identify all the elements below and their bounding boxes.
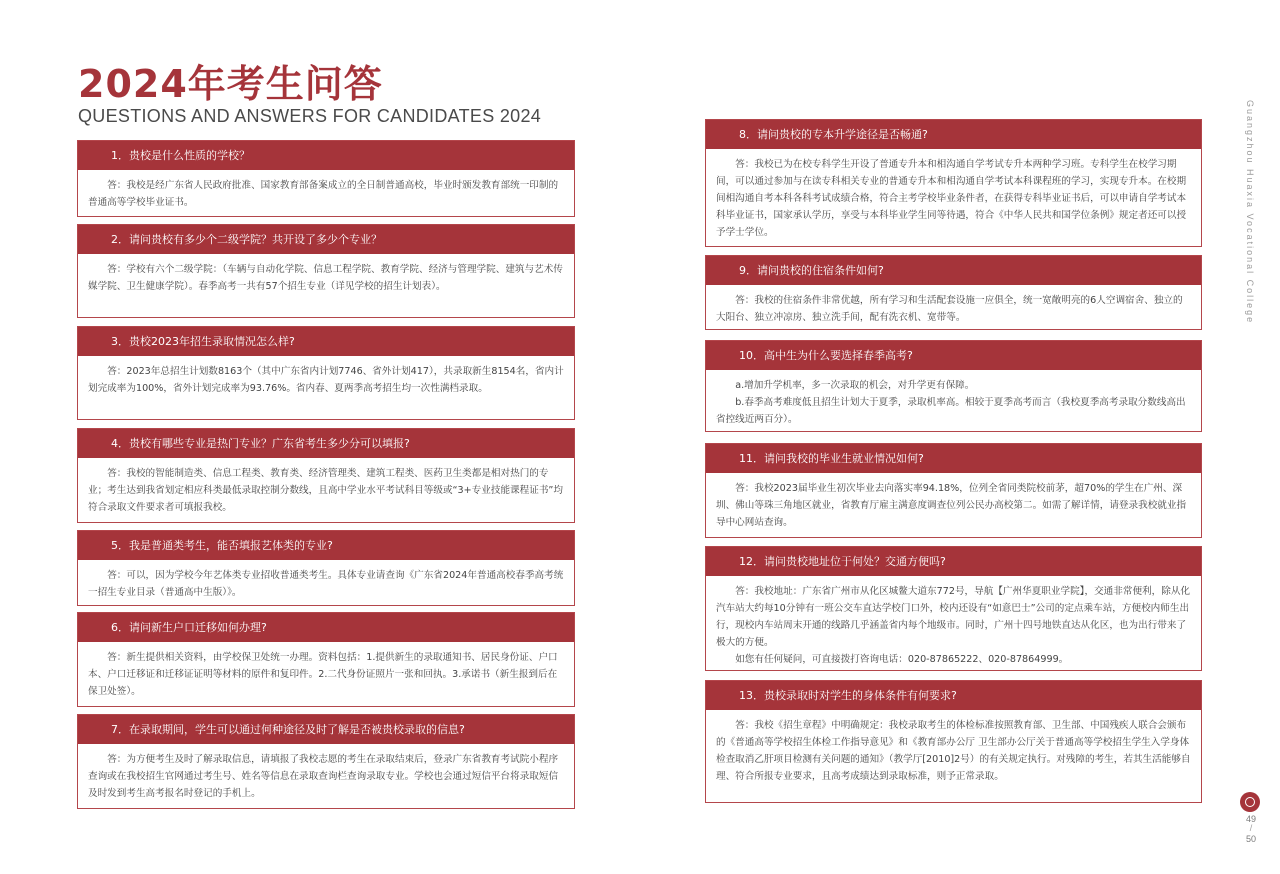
answer-text: 如您有任何疑问，可直接拨打咨询电话：020-87865222、020-87864999。 bbox=[735, 654, 1069, 665]
qa-item-7 bbox=[77, 714, 575, 809]
question: 3．贵校2023年招生录取情况怎么样? bbox=[78, 327, 574, 356]
answer-text: 答：我校是经广东省人民政府批准、国家教育部备案成立的全日制普通高校，毕业时颁发教育部统一印制的普通高等学校毕业证书。 bbox=[88, 180, 559, 208]
question: 2．请问贵校有多少个二级学院？共开设了多少个专业？ bbox=[78, 225, 574, 254]
answer bbox=[706, 370, 1201, 434]
qa-item-11 bbox=[705, 443, 1202, 538]
qa-item-2 bbox=[77, 224, 575, 318]
page-subtitle: QUESTIONS AND ANSWERS FOR CANDIDATES 2024 bbox=[78, 106, 542, 126]
page-number-left: 49 bbox=[1245, 814, 1256, 824]
question: 12．请问贵校地址位于何处？交通方便吗? bbox=[706, 547, 1201, 576]
qa-item-3 bbox=[77, 326, 575, 420]
question: 9．请问贵校的住宿条件如何? bbox=[706, 256, 1201, 285]
qa-item-6 bbox=[77, 612, 575, 707]
answer-text: 答：为方便考生及时了解录取信息，请填报了我校志愿的考生在录取结束后，登录广东省教育考试院小程序查询或在我校招生官网通过考生号、姓名等信息在录取查询栏查询录取专业。学校也会通过短信平台将录取短信及时发到考生高考报名时登记的手机上。 bbox=[88, 754, 559, 799]
qa-item-8 bbox=[705, 119, 1202, 247]
qa-item-1 bbox=[77, 140, 575, 217]
answer bbox=[78, 642, 574, 706]
answer bbox=[78, 560, 574, 607]
question: 4．贵校有哪些专业是热门专业？广东省考生多少分可以填报? bbox=[78, 429, 574, 458]
answer bbox=[78, 254, 574, 301]
page-number-separator: / bbox=[1249, 823, 1253, 833]
answer-text: 答：我校2023届毕业生初次毕业去向落实率94.18%，位列全省同类院校前茅，超70%的学生在广州、深圳、佛山等珠三角地区就业，省教育厅雇主满意度调查位列公民办高校第二。如需了解详情，请登录我校就业指导中心网站查询。 bbox=[716, 483, 1187, 528]
question: 5．我是普通类考生，能否填报艺体类的专业? bbox=[78, 531, 574, 560]
answer-text: 答：我校的智能制造类、信息工程类、教育类、经济管理类、建筑工程类、医药卫生类都是相对热门的专业；考生达到我省划定相应科类最低录取控制分数线，且高中学业水平考试科目等级或“3+专业技能课程证书”均符合录取文件要求者可填报我校。 bbox=[88, 468, 563, 513]
answer-text: 答：可以，因为学校今年艺体类专业招收普通类考生。具体专业请查询《广东省2024年普通高校春季高考统一招生专业目录（普通高中生版）》。 bbox=[88, 570, 564, 598]
answer bbox=[78, 458, 574, 522]
question: 13．贵校录取时对学生的身体条件有何要求? bbox=[706, 681, 1201, 710]
answer-text: 答：2023年总招生计划数8163个（其中广东省内计划7746、省外计划417），共录取新生8154名，省内计划完成率为100%，省外计划完成率为93.76%。省内春、夏两季高考招生均一次性满档录取。 bbox=[88, 366, 564, 394]
college-name-vertical: Guangzhou Huaxia Vocational College bbox=[1245, 100, 1255, 325]
answer-text: 答：我校地址：广东省广州市从化区城鳌大道东772号，导航【广州华夏职业学院】，交通非常便利，除从化汽车站大约每10分钟有一班公交车直达学校门口外，校内还设有“如意巴士”公司的定点乘车站，方便校内师生出行，现校内车站周末开通的线路几乎涵盖省内每个地级市。同时，广州十四号地铁直达从化区，也为出行带来了极大的方便。 bbox=[716, 586, 1191, 648]
qa-item-9 bbox=[705, 255, 1202, 330]
qa-item-12 bbox=[705, 546, 1202, 671]
answer-text: a.增加升学机率，多一次录取的机会，对升学更有保障。 bbox=[735, 380, 975, 391]
page-number-right: 50 bbox=[1245, 834, 1256, 844]
answer bbox=[78, 170, 574, 217]
answer bbox=[706, 285, 1201, 332]
answer bbox=[78, 744, 574, 808]
answer bbox=[706, 576, 1201, 674]
answer-text: b.春季高考难度低且招生计划大于夏季，录取机率高。相较于夏季高考而言（我校夏季高考录取分数线高出省控线近两百分）。 bbox=[716, 397, 1186, 425]
answer bbox=[706, 710, 1201, 791]
answer-text: 答：我校《招生章程》中明确规定：我校录取考生的体检标准按照教育部、卫生部、中国残疾人联合会颁布的《普通高等学校招生体检工作指导意见》和《教育部办公厅 卫生部办公厅关于普通高等学校招生学生入学身体检查取消乙肝项目检测有关问题的通知》（教学厅[2010]2号）的有关规定执行。对残障的考生，若其生活能够自理、符合所报专业要求，且高考成绩达到录取标准，则予正常录取。 bbox=[716, 720, 1191, 782]
page-title: 2024年考生问答 bbox=[78, 62, 383, 106]
qa-item-5 bbox=[77, 530, 575, 606]
question: 6．请问新生户口迁移如何办理? bbox=[78, 613, 574, 642]
answer-text: 答：我校的住宿条件非常优越，所有学习和生活配套设施一应俱全，统一宽敞明亮的6人空调宿舍、独立的大阳台、独立冲凉房、独立洗手间，配有洗衣机、宽带等。 bbox=[716, 295, 1183, 323]
answer-text: 答：新生提供相关资料，由学校保卫处统一办理。资料包括：1.提供新生的录取通知书、居民身份证、户口本、户口迁移证和迁移证证明等材料的原件和复印件。2.二代身份证照片一张和回执。3.承诺书（新生报到后在保卫处签）。 bbox=[88, 652, 558, 697]
question: 11．请问我校的毕业生就业情况如何? bbox=[706, 444, 1201, 473]
answer-text: 答：我校已为在校专科学生开设了普通专升本和相沟通自学考试专升本两种学习班。专科学生在校学习期间，可以通过参加与在读专科相关专业的普通专升本和相沟通自学考试本科课程班的学习，实现专升本。在校期间相沟通自考本科各科考试成绩合格，符合主考学校毕业条件者，在获得专科毕业证书后，可以申请自学考试本科毕业证书，国家承认学历，享受与本科毕业学生同等待遇，符合《中华人民共和国学位条例》规定者还可以授予学士学位。 bbox=[716, 159, 1187, 238]
qa-item-10 bbox=[705, 340, 1202, 432]
question: 7．在录取期间，学生可以通过何种途径及时了解是否被贵校录取的信息? bbox=[78, 715, 574, 744]
answer bbox=[706, 473, 1201, 537]
qa-item-13 bbox=[705, 680, 1202, 803]
answer-text: 答：学校有六个二级学院：（车辆与自动化学院、信息工程学院、教育学院、经济与管理学院、建筑与艺术传媒学院、卫生健康学院）。春季高考一共有57个招生专业（详见学校的招生计划表）。 bbox=[88, 264, 563, 292]
question: 8．请问贵校的专本升学途径是否畅通? bbox=[706, 120, 1201, 149]
question: 10．高中生为什么要选择春季高考? bbox=[706, 341, 1201, 370]
college-logo-icon bbox=[1240, 792, 1260, 812]
answer bbox=[706, 149, 1201, 247]
question: 1．贵校是什么性质的学校？ bbox=[78, 141, 574, 170]
answer bbox=[78, 356, 574, 403]
qa-item-4 bbox=[77, 428, 575, 523]
